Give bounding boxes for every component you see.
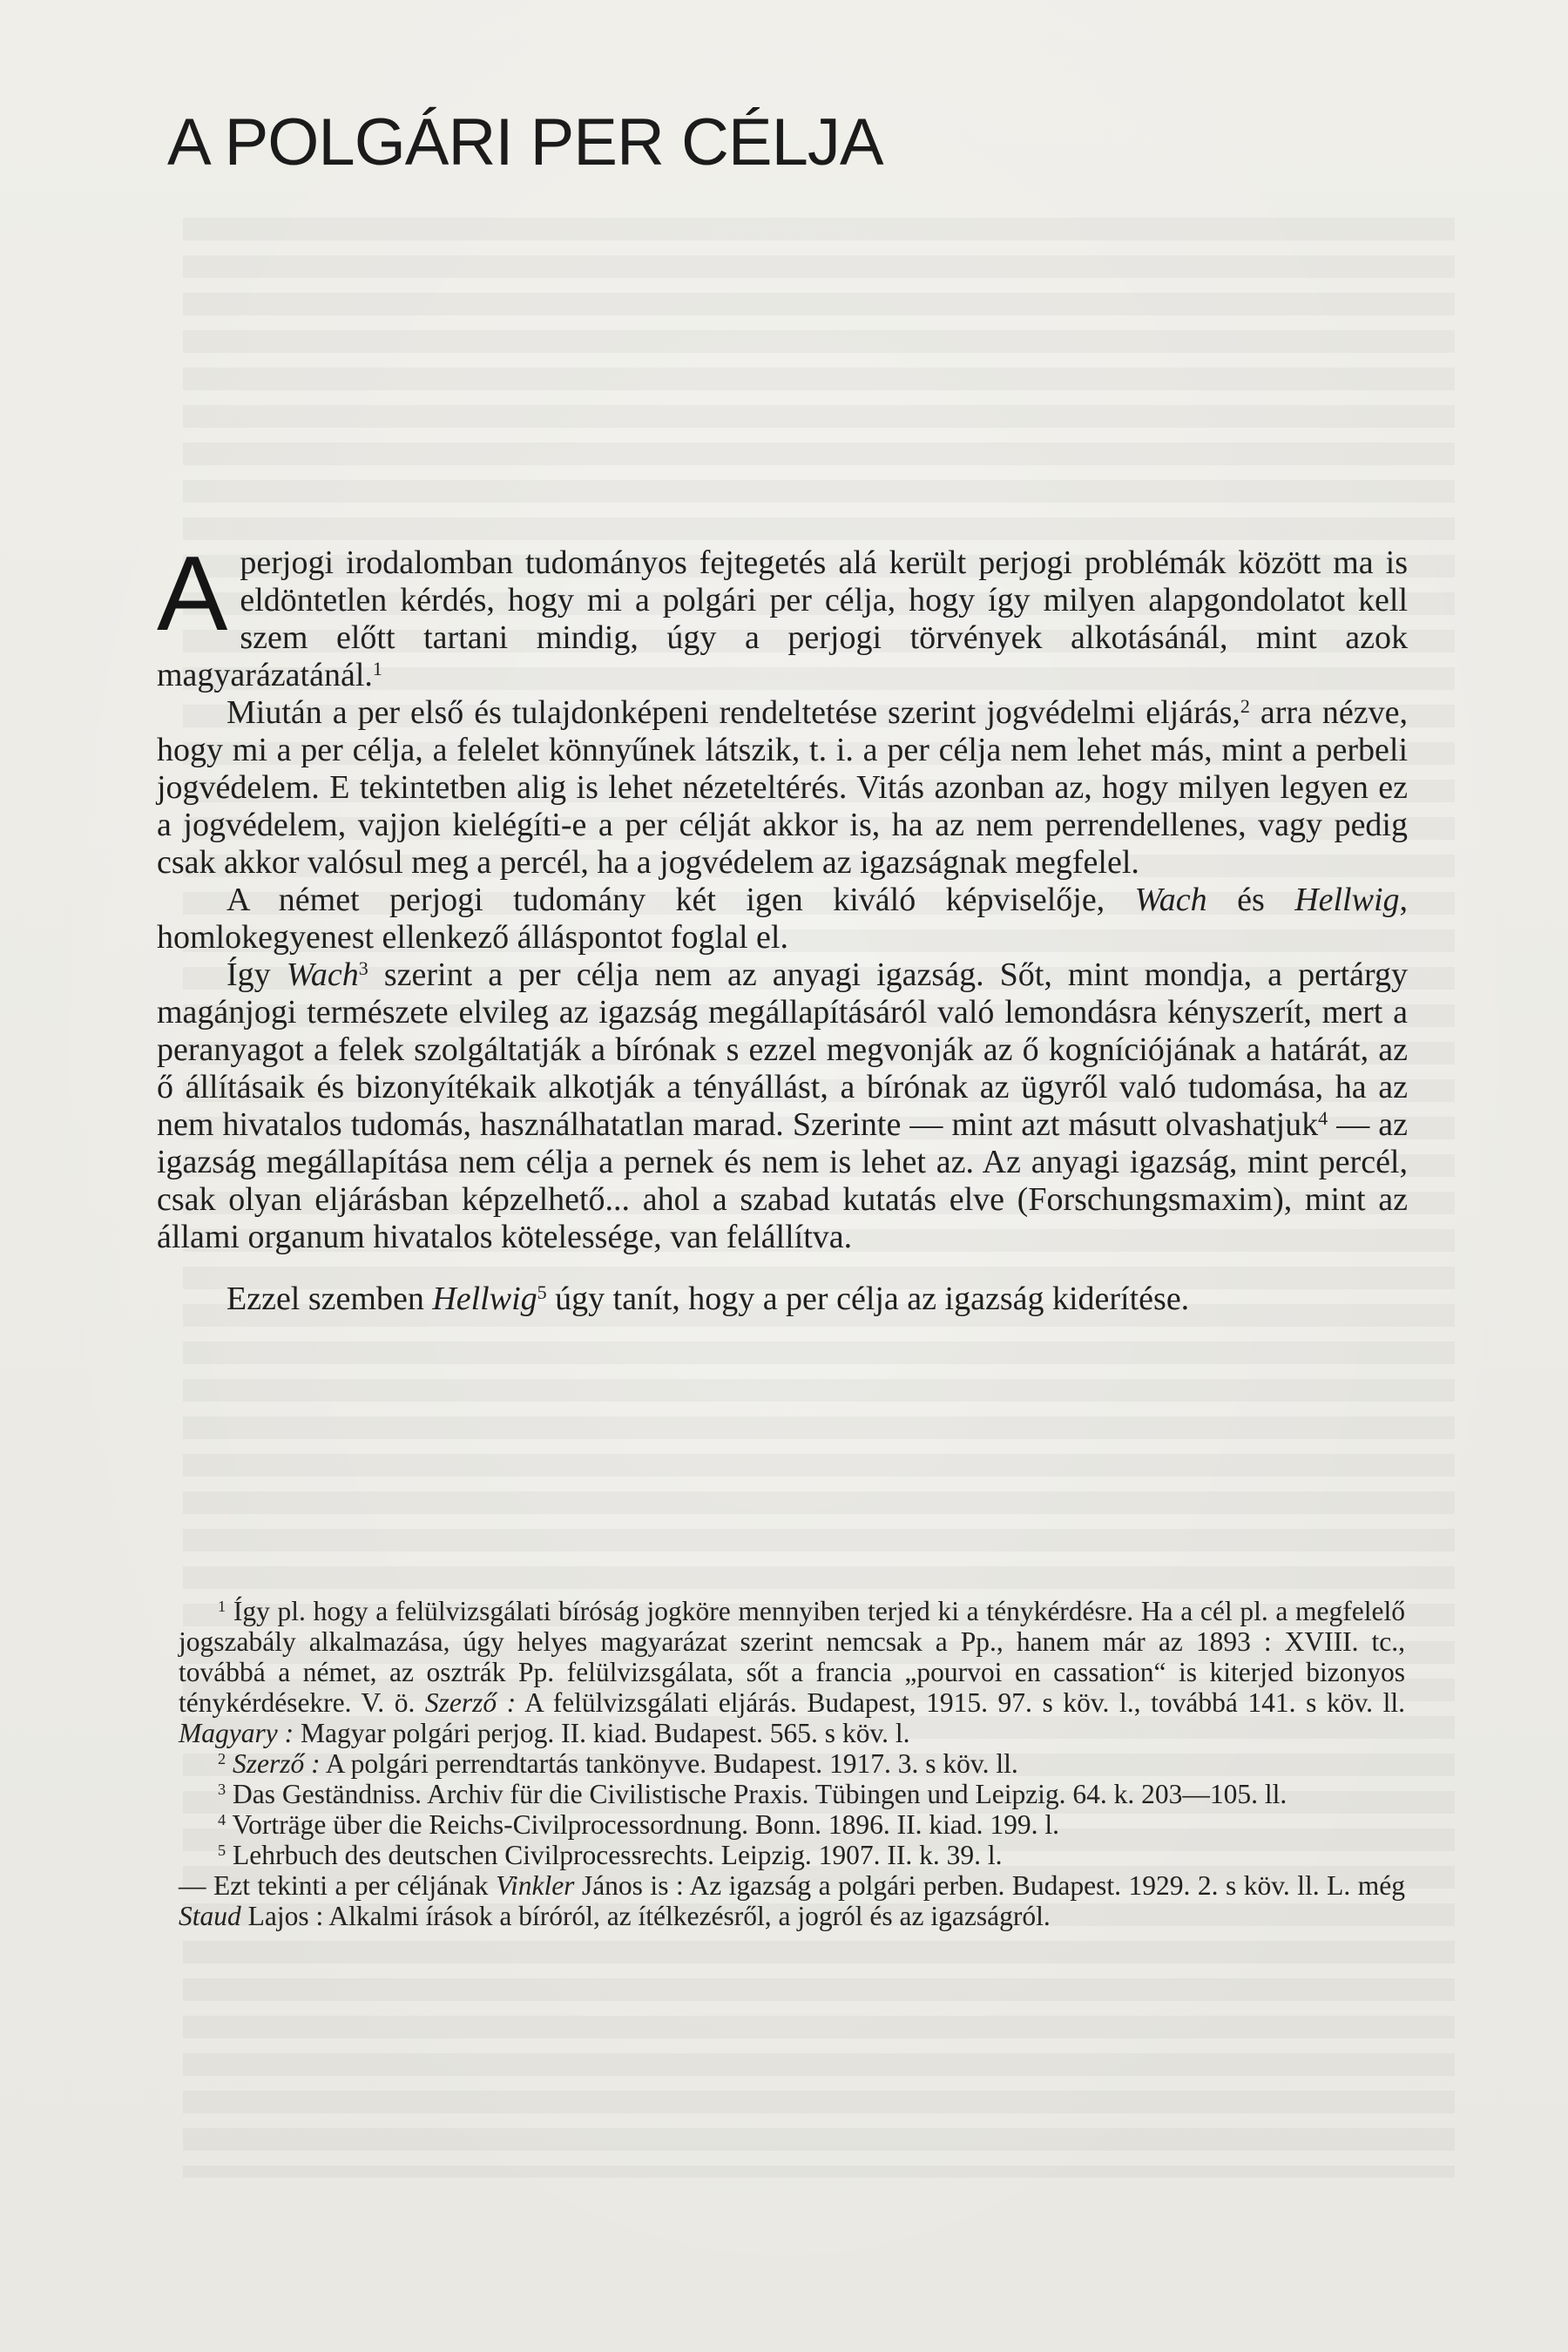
paragraph-5: Ezzel szemben Hellwig$^5$ úgy tanít, hogy a per célja az igazság kiderítése. — [226, 1281, 1190, 1317]
paragraph-2: Miután a per első és tulajdonképeni rendeltetése szerint jogvédelmi eljárás,$^2$ arra nézve, hogy mi a per célja, a felelet könnyűnek látszik, t. i. a per célja nem lehet más, mint a perbeli jogvédelem. E tekintetben alig is lehet nézeteltérés. Vitás azonban az, hogy milyen legyen ez a jogvédelem, vajjon kielégíti-e a per célját akkor is, ha az nem perrendellenes, vagy pedig csak akkor valósul meg a percél, ha a jogvédelem az igazságnak megfelel. — [157, 694, 1408, 881]
footnote-5: $^5$ Lehrbuch des deutschen Civilprocessrechts. Leipzig. 1907. II. k. 39. l. — [218, 1840, 1003, 1870]
footnote-3: $^3$ Das Geständniss. Archiv für die Civilistische Praxis. Tübingen und Leipzig. 64. k. 203—105. ll. — [218, 1779, 1288, 1809]
footnote-5-continuation: — Ezt tekinti a per céljának Vinkler János is : Az igazság a polgári perben. Budapest. 1929. 2. s köv. ll. L. még Staud Lajos : Alkalmi írások a bíróról, az ítélkezésről, a jogról és az igazságról. — [179, 1870, 1406, 1931]
footnote-ref-5: 5 — [537, 1281, 547, 1303]
paragraph-1: A perjogi irodalomban tudományos fejtegetés alá került perjogi problémák között ma is eldöntetlen kérdés, hogy mi a polgári per célja, hogy így milyen alapgondolatot kell szem előtt tartani mindig, úgy a perjogi törvények alkotásánál, mint azok magyarázatánál.$^1$ — [157, 534, 1408, 693]
author-hellwig: Hellwig — [1294, 882, 1400, 918]
author-hellwig: Hellwig — [432, 1281, 537, 1317]
author-wach: Wach — [1134, 882, 1207, 918]
footnote-1: $^1$ Így pl. hogy a felülvizsgálati bíróság jogköre mennyiben terjed ki a ténykérdésre. Ha a cél pl. a megfelelő jogszabály alkalmazása, úgy helyes magyarázat szerint nemcsak a Pp., hanem már az 1893 : XVIII. tc., továbbá a német, az osztrák Pp. felülvizsgálata, sőt a francia „pourvoi en cassation“ is kiterjed bizonyos ténykérdésekre. V. ö. Szerző : A felülvizsgálati eljárás. Budapest, 1915. 97. s köv. l., továbbá 141. s köv. ll. Magyary : Magyar polgári perjog. II. kiad. Budapest. 565. s köv. l. — [179, 1596, 1406, 1748]
footnote-ref-1: 1 — [372, 657, 382, 679]
drop-cap: A — [157, 534, 228, 652]
footnote-ref-4: 4 — [1318, 1106, 1328, 1129]
paragraph-4: Így Wach$^3$ szerint a per célja nem az anyagi igazság. Sőt, mint mondja, a pertárgy magánjogi természete elvileg az igazság megállapításáról való lemondásra kényszerít, mert a peranyagot a felek szolgáltatják a bírónak s ezzel megvonják az ő kogníciójának a határát, az ő állításaik és bizonyítékaik alkotják a tényállást, a bírónak az ügyről való tudomása, ha az nem hivatalos tudomás, használhatatlan marad. Szerinte — mint azt másutt olvashatjuk$^4$ — az igazság megállapítása nem célja a pernek és nem is lehet az. Az anyagi igazság, mint percél, csak olyan eljárásban képzelhető... ahol a szabad kutatás elve (Forschungsmaxim), mint az állami organum hivatalos kötelessége, van felállítva. — [157, 956, 1408, 1255]
footnote-ref-2: 2 — [1240, 694, 1250, 717]
author-wach: Wach — [286, 956, 359, 993]
main-text — [157, 534, 1409, 1318]
footnotes — [179, 1596, 1405, 1931]
footnote-4: $^4$ Vorträge über die Reichs-Civilprocessordnung. Bonn. 1896. II. kiad. 199. l. — [218, 1809, 1059, 1840]
paragraph-3: A német perjogi tudomány két igen kiváló képviselője, Wach és Hellwig, homlokegyenest ellenkező álláspontot foglal el. — [157, 882, 1409, 956]
footnote-2: $^2$ Szerző : A polgári perrendtartás tankönyve. Budapest. 1917. 3. s köv. ll. — [218, 1748, 1018, 1779]
chapter-title: A POLGÁRI PER CÉLJA — [167, 105, 883, 179]
footnote-ref-3: 3 — [358, 956, 368, 979]
